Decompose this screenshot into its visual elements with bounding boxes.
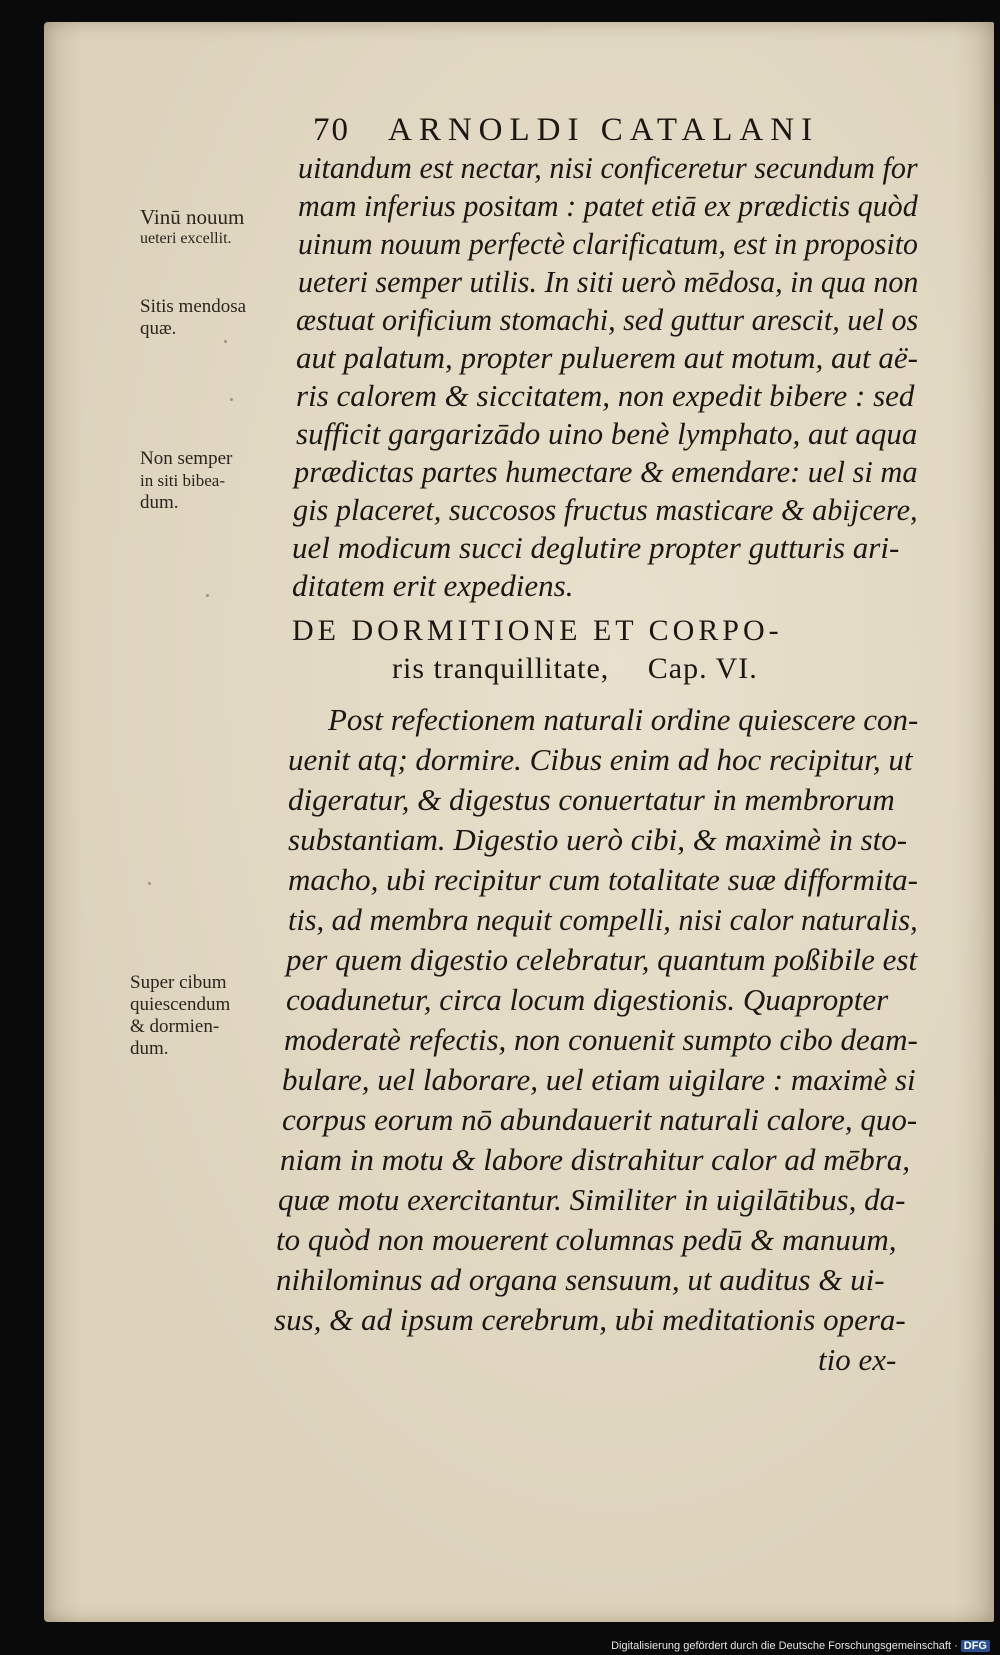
margin-note-line: Sitis mendosa [140, 296, 247, 317]
text-line: corpus eorum nō abundauerit naturali calore, quo- [282, 1102, 918, 1137]
credit-text: Digitalisierung gefördert durch die Deutsche Forschungsgemeinschaft · [611, 1640, 958, 1652]
margin-note-line: ueteri excellit. [140, 230, 232, 247]
text-line: Post refectionem naturali ordine quiescere con- [328, 702, 919, 737]
margin-note-line: dum. [140, 492, 179, 513]
text-line: sus, & ad ipsum cerebrum, ubi meditationis opera- [274, 1302, 906, 1337]
margin-note-line: Super cibum [130, 972, 227, 993]
text-line: quæ motu exercitantur. Similiter in uigilātibus, da- [278, 1182, 906, 1217]
page-number: 70 [313, 112, 350, 148]
margin-note-line: dum. [130, 1038, 169, 1059]
text-line: substantiam. Digestio uerò cibi, & maximè in sto- [288, 822, 908, 857]
text-line: æstuat orificium stomachi, sed guttur arescit, uel os [296, 302, 919, 337]
margin-note [140, 206, 244, 250]
text-line: niam in motu & labore distrahitur calor ad mēbra, [280, 1142, 911, 1177]
text-line: aut palatum, propter puluerem aut motum, aut aë- [296, 340, 918, 375]
text-line: macho, ubi recipitur cum totalitate suæ difformita- [288, 862, 919, 897]
text-line: per quem digestio celebratur, quantum poßibile est [286, 942, 918, 977]
text-line: nihilominus ad organa sensuum, ut auditus & ui- [276, 1262, 885, 1297]
text-line: prædictas partes humectare & emendare: uel si ma [294, 454, 918, 489]
margin-note-line: quæ. [140, 318, 177, 339]
margin-note [130, 972, 230, 1060]
text-line: uitandum est nectar, nisi conficeretur secundum for [298, 150, 918, 185]
margin-note [140, 296, 246, 340]
digitization-credit [611, 1640, 990, 1652]
chapter-number: Cap. VI. [647, 652, 758, 685]
text-line: uenit atq; dormire. Cibus enim ad hoc recipitur, ut [288, 742, 913, 777]
text-line: mam inferius positam : patet etiā ex prædictis quòd [298, 188, 918, 223]
margin-note-line: & dormien- [130, 1016, 220, 1037]
text-line: uinum nouum perfectè clarificatum, est in proposito [298, 226, 918, 261]
text-line: uel modicum succi deglutire propter gutturis ari- [292, 530, 900, 565]
text-line: ris calorem & siccitatem, non expedit bibere : sed [296, 378, 915, 413]
text-line: tis, ad membra nequit compelli, nisi calor naturalis, [288, 902, 918, 937]
chapter-heading: DE DORMITIONE ET CORPO- [292, 614, 783, 647]
text-line: to quòd non mouerent columnas pedū & manuum, [276, 1222, 897, 1257]
text-line: sufficit gargarizādo uino benè lymphato, aut aqua [296, 416, 918, 451]
margin-note-line: quiescendum [130, 994, 231, 1015]
text-line: bulare, uel laborare, uel etiam uigilare : maximè si [282, 1062, 916, 1097]
text-line: ditatem erit expediens. [292, 568, 574, 603]
text-line: gis placeret, succosos fructus masticare & abijcere, [293, 492, 918, 527]
margin-note-line: Vinū nouum [140, 205, 245, 229]
dfg-logo: DFG [961, 1640, 990, 1652]
text-line: digeratur, & digestus conuertatur in membrorum [288, 782, 895, 817]
margin-note [140, 448, 232, 514]
text-line: coadunetur, circa locum digestionis. Quapropter [286, 982, 889, 1017]
text-line: ueteri semper utilis. In siti uerò mēdosa, in qua non [298, 264, 919, 299]
margin-note-line: in siti bibea- [140, 471, 225, 490]
text-line: tio ex- [818, 1342, 897, 1377]
margin-note-line: Non semper [140, 448, 233, 469]
text-line: moderatè refectis, non conuenit sumpto cibo deam- [284, 1022, 918, 1057]
chapter-heading-text: ris tranquillitate, [392, 652, 610, 685]
running-title: ARNOLDI CATALANI [388, 112, 820, 148]
chapter-heading-subline [392, 652, 758, 686]
running-head [313, 112, 913, 149]
